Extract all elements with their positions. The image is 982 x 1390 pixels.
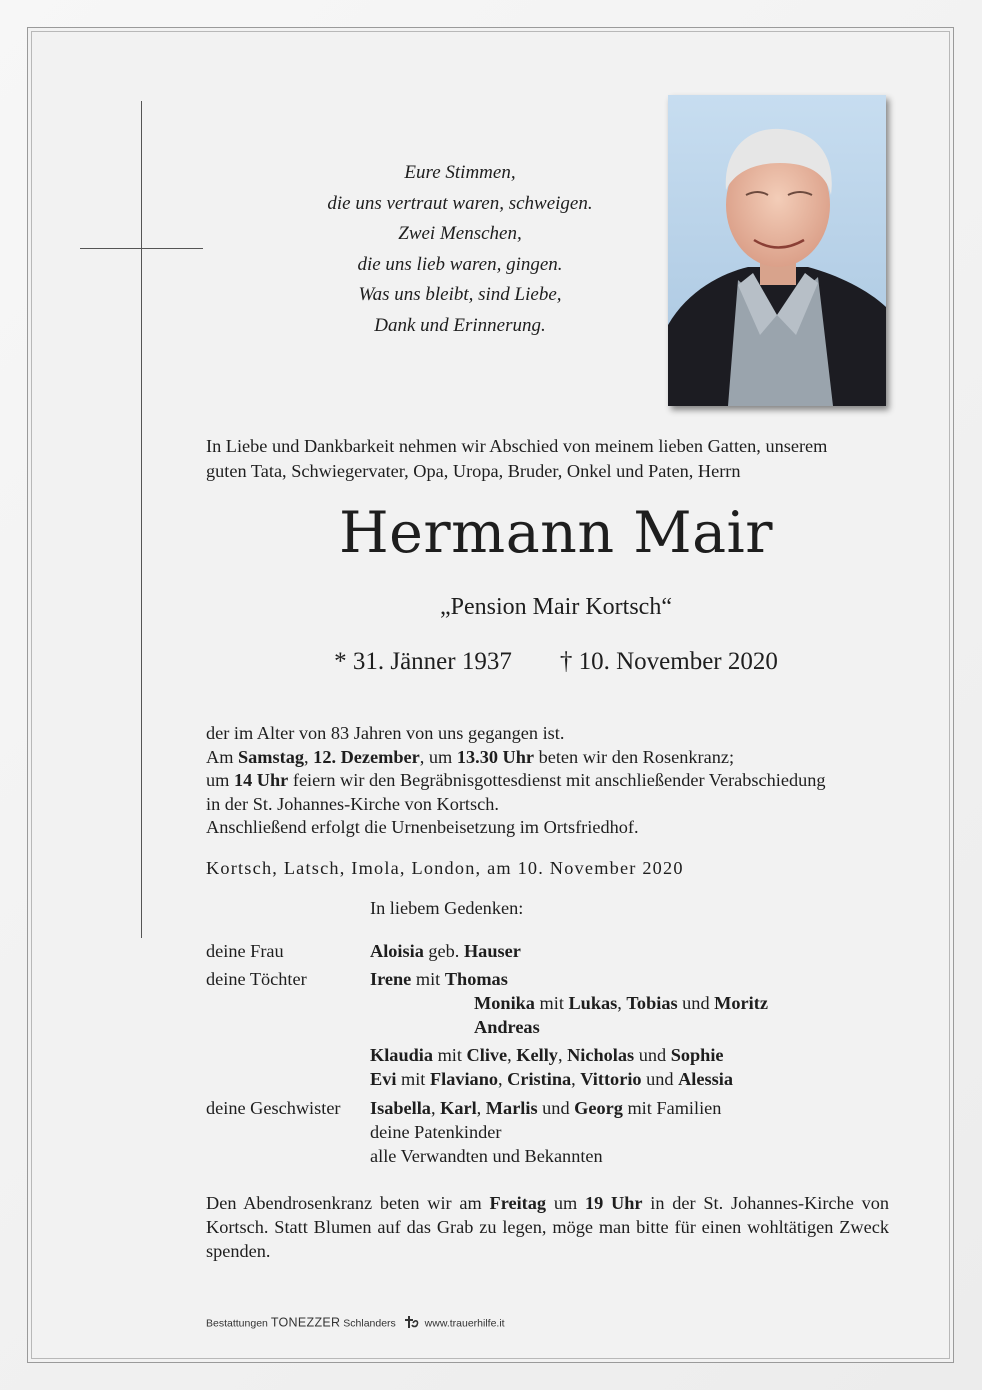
family-label: deine Geschwister (206, 1098, 341, 1118)
birth-date: * 31. Jänner 1937 (334, 648, 512, 675)
portrait-photo (668, 95, 886, 406)
funeral-home-footer: Bestattungen TONEZZER Schlanders www.trauerhilfe.it (206, 1315, 505, 1332)
trauerhilfe-logo-icon (403, 1315, 419, 1332)
poem-line: die uns vertraut waren, schweigen. (327, 192, 593, 214)
family-entry: Klaudia mit Clive, Kelly, Nicholas und Sophie (370, 1045, 724, 1065)
death-date: † 10. November 2020 (559, 648, 778, 675)
closing-text: Den Abendrosenkranz beten wir am Freitag um 19 Uhr in der St. Johannes-Kirche von Kortsch. Statt Blumen auf das Grab zu legen, möge man bitte für einen wohltätigen Zweck spenden. (206, 1193, 889, 1261)
life-dates (206, 648, 906, 676)
intro-line: guten Tata, Schwiegervater, Opa, Uropa, Bruder, Onkel und Paten, Herrn (206, 461, 741, 481)
funeral-home-brand: TONEZZER (270, 1315, 341, 1330)
family-entry: Andreas (474, 1017, 540, 1037)
family-label: deine Töchter (206, 969, 307, 989)
family-label: deine Frau (206, 941, 284, 961)
in-memory-heading: In liebem Gedenken: (370, 898, 524, 918)
details-line: um 14 Uhr feiern wir den Begräbnisgottesdienst mit anschließender Verabschiedung (206, 770, 826, 790)
service-details (206, 722, 906, 840)
family-entry: Monika mit Lukas, Tobias und Moritz (474, 993, 768, 1013)
intro-line: In Liebe und Dankbarkeit nehmen wir Abschied von meinem lieben Gatten, unserem (206, 436, 828, 456)
family-entry: Aloisia geb. Hauser (370, 941, 521, 961)
deceased-name: Hermann Mair (338, 500, 774, 566)
family-entry: Isabella, Karl, Marlis und Georg mit Familien (370, 1098, 722, 1118)
cross-vertical-bar (141, 101, 142, 938)
poem-line: Eure Stimmen, (404, 162, 516, 183)
place-and-date: Kortsch, Latsch, Imola, London, am 10. November 2020 (206, 858, 684, 878)
family-entry: deine Patenkinder (370, 1122, 502, 1142)
poem-line: Dank und Erinnerung. (374, 314, 546, 336)
poem (260, 158, 660, 341)
family-entry: Irene mit Thomas (370, 969, 508, 989)
intro-text (206, 434, 906, 484)
poem-line: Zwei Menschen, (398, 223, 522, 244)
details-line: der im Alter von 83 Jahren von uns gegangen ist. (206, 723, 565, 743)
details-line: in der St. Johannes-Kirche von Kortsch. (206, 793, 499, 814)
poem-line: Was uns bleibt, sind Liebe, (358, 284, 562, 305)
poem-line: die uns lieb waren, gingen. (357, 253, 563, 275)
family-entry: Evi mit Flaviano, Cristina, Vittorio und Alessia (370, 1069, 733, 1089)
details-line: Anschließend erfolgt die Urnenbeisetzung im Ortsfriedhof. (206, 817, 639, 837)
family-entry: alle Verwandten und Bekannten (370, 1146, 603, 1166)
funeral-home-url[interactable]: www.trauerhilfe.it (424, 1317, 505, 1330)
cross-horizontal-bar (80, 248, 203, 249)
deceased-nickname: „Pension Mair Kortsch“ (440, 594, 672, 620)
details-line: Am Samstag, 12. Dezember, um 13.30 Uhr beten wir den Rosenkranz; (206, 746, 735, 767)
